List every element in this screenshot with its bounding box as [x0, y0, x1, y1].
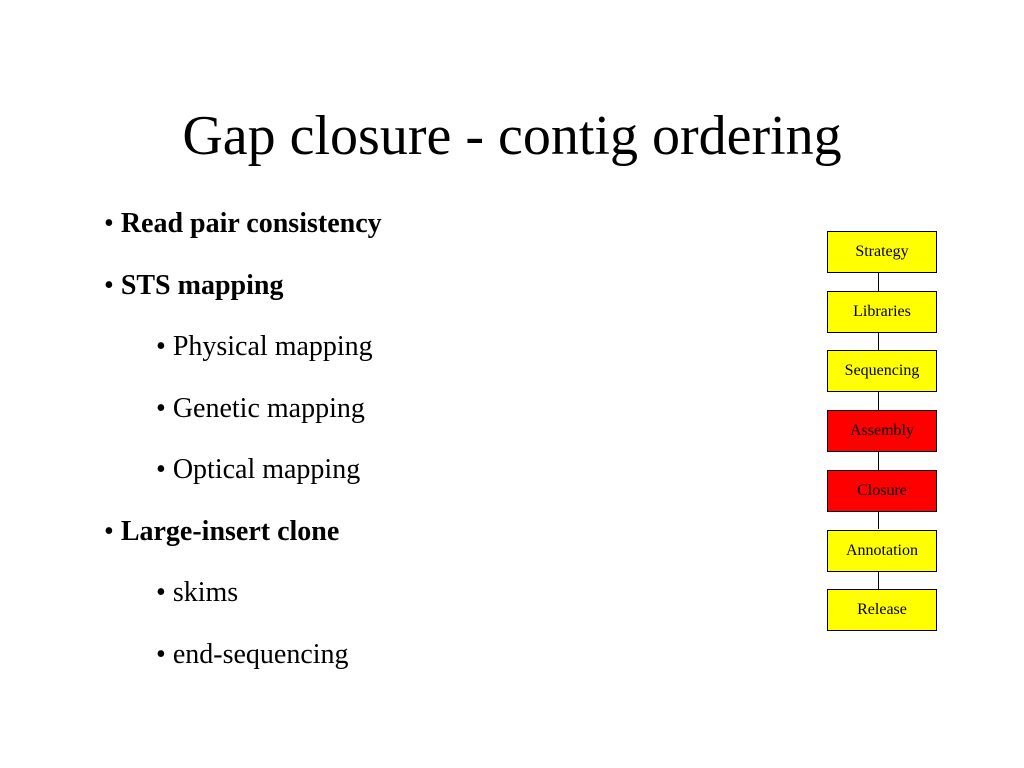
flow-connector: [878, 273, 879, 291]
sub-bullet-item: [104, 327, 704, 389]
bullet-text: Large-insert clone: [120, 515, 340, 547]
flow-step-closure: Closure: [827, 470, 937, 512]
bullet-item: [104, 266, 704, 328]
slide-title: Gap closure - contig ordering: [182, 105, 842, 167]
bullet-item: [104, 512, 704, 574]
flow-step-strategy: Strategy: [827, 231, 937, 273]
flow-connector: [878, 452, 879, 470]
bullet-glyph: •: [156, 577, 166, 608]
flow-step-libraries: Libraries: [827, 291, 937, 333]
bullet-glyph: •: [156, 331, 166, 362]
bullet-glyph: •: [156, 392, 166, 424]
bullet-glyph: •: [104, 208, 114, 239]
bullet-glyph: •: [104, 269, 114, 301]
bullet-item: [104, 204, 704, 266]
flow-connector: [878, 333, 879, 351]
flow-step-annotation: Annotation: [827, 530, 937, 572]
bullet-text: Read pair consistency: [120, 208, 382, 239]
flow-step-assembly: Assembly: [827, 410, 937, 452]
sub-bullet-item: [104, 635, 704, 697]
flow-connector: [878, 512, 879, 530]
sub-bullet-item: [104, 573, 704, 635]
bullet-list: [104, 204, 704, 696]
bullet-text: skims: [172, 577, 239, 608]
sub-bullet-item: [104, 389, 704, 451]
flow-step-sequencing: Sequencing: [827, 350, 937, 392]
bullet-text: Genetic mapping: [172, 392, 365, 424]
sub-bullet-item: [104, 450, 704, 512]
flow-connector: [878, 572, 879, 590]
flow-step-release: Release: [827, 589, 937, 631]
flow-connector: [878, 392, 879, 410]
bullet-text: Physical mapping: [172, 331, 373, 362]
bullet-text: end-sequencing: [172, 638, 349, 670]
bullet-glyph: •: [156, 638, 166, 670]
bullet-text: Optical mapping: [172, 454, 361, 485]
bullet-glyph: •: [156, 454, 166, 485]
bullet-text: STS mapping: [120, 269, 284, 301]
bullet-glyph: •: [104, 515, 114, 547]
